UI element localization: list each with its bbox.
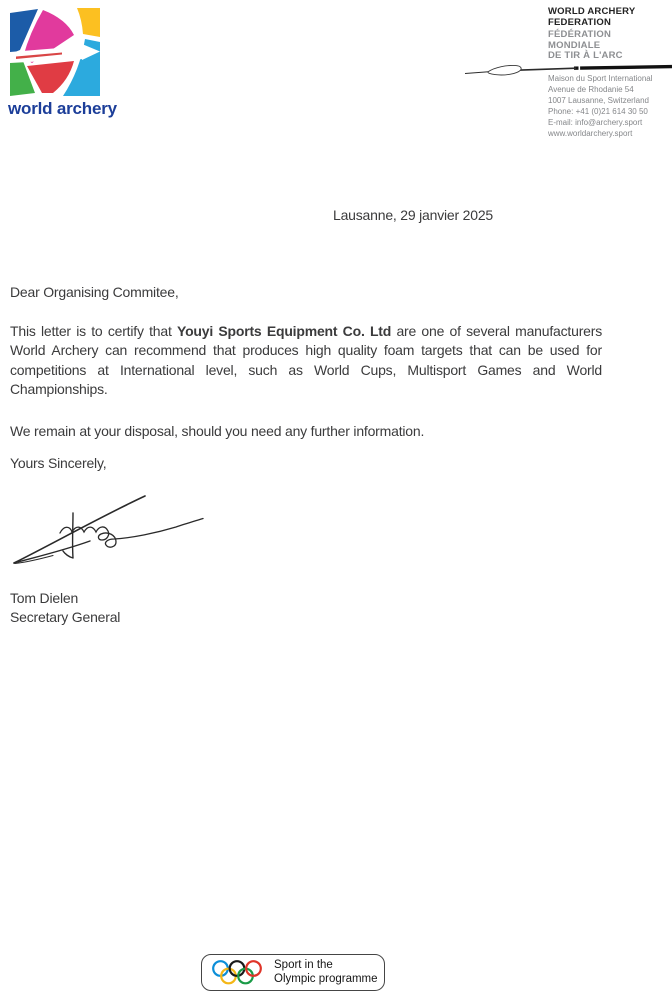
address-block [548, 73, 672, 139]
federation-name-block [548, 7, 668, 62]
address-email: E-mail: info@archery.sport [548, 118, 643, 127]
federation-name-fr-line2: MONDIALE [548, 39, 601, 51]
olympic-badge-line1: Sport in the [274, 959, 333, 971]
signatory-title: Secretary General [10, 609, 121, 625]
disposal-line: We remain at your disposal, should you need any further information. [10, 423, 425, 439]
federation-name-fr-line1: FÉDÉRATION [548, 29, 612, 40]
world-archery-wordmark: world archery [8, 99, 117, 118]
address-line: Maison du Sport International [548, 74, 653, 83]
dateline: Lausanne, 29 janvier 2025 [333, 207, 494, 223]
olympic-badge-line2: Olympic programme [274, 972, 378, 985]
signatory-block [10, 589, 120, 627]
address-line: Avenue de Rhodanie 54 [548, 85, 634, 94]
salutation: Dear Organising Commitee, [10, 284, 179, 300]
address-website: www.worldarchery.sport [548, 129, 633, 138]
certify-text-post: are one of several manufacturers World Archery can recommend that produces high quality foam targets that can be used for competitions at International level, such as World Cups, Multisport Games and World Championships. [10, 323, 603, 397]
signatory-name: Tom Dielen [10, 590, 79, 606]
world-archery-logo [10, 8, 117, 119]
address-phone: Phone: +41 (0)21 614 30 50 [548, 107, 648, 116]
address-line: 1007 Lausanne, Switzerland [548, 96, 649, 105]
closing: Yours Sincerely, [10, 455, 107, 471]
federation-name-en-line1: WORLD ARCHERY [548, 6, 636, 17]
federation-name-en-line2: FEDERATION [548, 16, 612, 28]
world-archery-logo-icon [10, 8, 100, 96]
olympic-rings-icon [211, 959, 265, 986]
company-name: Youyi Sports Equipment Co. Ltd [176, 323, 392, 339]
federation-name-fr-line3: DE TIR À L'ARC [548, 50, 623, 61]
certify-text-pre: This letter is to certify that [10, 323, 177, 339]
olympic-programme-badge [201, 954, 385, 991]
olympic-badge-text [274, 959, 378, 986]
handwritten-signature-icon [4, 485, 210, 571]
signature [4, 485, 210, 576]
certification-paragraph [10, 322, 602, 399]
